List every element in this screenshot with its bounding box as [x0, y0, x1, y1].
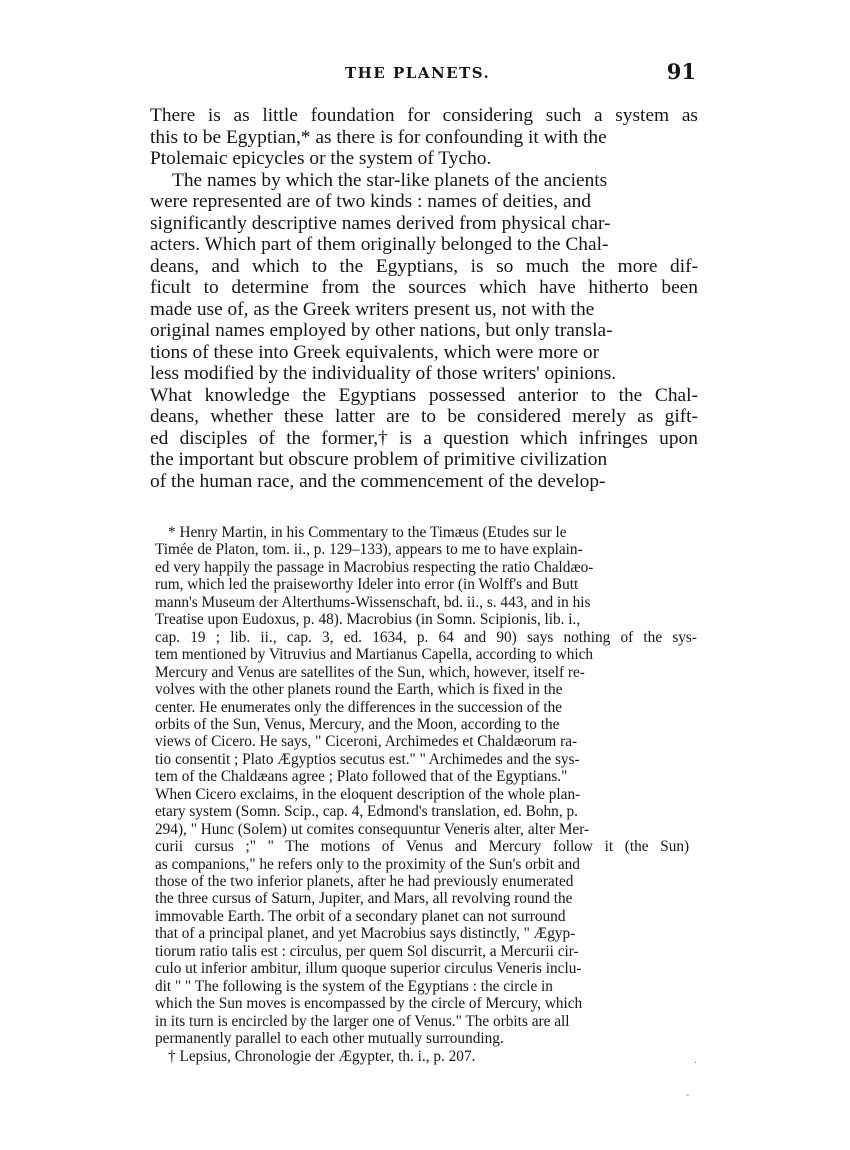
- footnote-line: Timée de Platon, tom. ii., p. 129–133), appears to me to have explain-: [155, 541, 583, 559]
- footnote-line: views of Cicero. He says, " Ciceroni, Archimedes et Chaldæorum ra-: [155, 733, 578, 751]
- footnote-line: tio consentit ; Plato Ægyptios secutus est." " Archimedes and the sys-: [155, 750, 580, 768]
- body-text-line: were represented are of two kinds : names of deities, and: [150, 191, 591, 212]
- footnote-line: Mercury and Venus are satellites of the Sun, which, however, itself re-: [155, 663, 585, 681]
- footnote-line: tem of the Chaldæans agree ; Plato followed that of the Egyptians.": [155, 768, 568, 786]
- footnote-line: that of a principal planet, and yet Macrobius says distinctly, " Ægyp-: [155, 925, 576, 943]
- footnote-line: † Lepsius, Chronologie der Ægypter, th. i., p. 207.: [168, 1047, 476, 1065]
- margin-mark: -: [686, 1090, 690, 1101]
- page-number: 91: [666, 59, 696, 84]
- margin-mark: ·: [694, 1058, 698, 1069]
- footnote-line: mann's Museum der Alterthums-Wissenschaft, bd. ii., s. 443, and in his: [155, 593, 591, 611]
- footnote-line: dit " " The following is the system of the Egyptians : the circle in: [155, 977, 553, 995]
- footnote-line: tem mentioned by Vitruvius and Martianus Capella, according to which: [155, 646, 594, 664]
- footnote-line: cap. 19 ; lib. ii., cap. 3, ed. 1634, p. 64 and 90) says nothing of the sys-: [155, 628, 697, 646]
- footnote-line: tiorum ratio talis est : circulus, per quem Sol discurrit, a Mercurii cir-: [155, 942, 579, 960]
- footnote-line: those of the two inferior planets, after he had previously enumerated: [155, 873, 574, 890]
- footnote-line: curii cursus ;" " The motions of Venus and Mercury follow it (the Sun): [155, 838, 690, 856]
- body-text-line: significantly descriptive names derived from physical char-: [150, 212, 611, 234]
- footnote-line: ed very happily the passage in Macrobius respecting the ratio Chaldæo-: [155, 558, 594, 576]
- body-text-line: acters. Which part of them originally belonged to the Chal-: [150, 234, 609, 255]
- page-header: [150, 59, 700, 88]
- body-text-line: less modified by the individuality of those writers' opinions.: [150, 363, 617, 384]
- footnote-line: * Henry Martin, in his Commentary to the Timæus (Etudes sur le: [168, 524, 567, 541]
- footnote-line: immovable Earth. The orbit of a secondary planet can not surround: [155, 907, 566, 925]
- body-text-line: original names employed by other nations, but only transla-: [150, 320, 613, 341]
- body-text-line: deans, and which to the Egyptians, is so much the more dif-: [150, 255, 699, 277]
- body-text-line: made use of, as the Greek writers present us, not with the: [150, 298, 595, 320]
- body-text-line: ed disciples of the former,† is a question which infringes upon: [150, 427, 698, 449]
- body-text-line: this to be Egyptian,* as there is for confounding it with the: [150, 126, 607, 148]
- running-title: THE PLANETS.: [345, 64, 491, 82]
- body-text-line: ficult to determine from the sources which have hitherto been: [150, 277, 698, 298]
- footnote-line: When Cicero exclaims, in the eloquent description of the whole plan-: [155, 785, 581, 803]
- body-text-line: What knowledge the Egyptians possessed anterior to the Chal-: [150, 384, 698, 406]
- footnote-line: volves with the other planets round the Earth, which is fixed in the: [155, 681, 563, 699]
- footnote-line: in its turn is encircled by the larger one of Venus." The orbits are all: [155, 1012, 570, 1030]
- body-text-line: There is as little foundation for considering such a system as: [150, 105, 698, 126]
- footnote-line: center. He enumerates only the differences in the succession of the: [155, 698, 563, 716]
- body-text-line: Ptolemaic epicycles or the system of Tycho.: [150, 148, 492, 169]
- footnote-line: Treatise upon Eudoxus, p. 48). Macrobius (in Somn. Scipionis, lib. i.,: [155, 611, 581, 629]
- footnote-line: 294), " Hunc (Solem) ut comites consequuntur Veneris alter, alter Mer-: [155, 820, 590, 838]
- footnote-line: orbits of the Sun, Venus, Mercury, and the Moon, according to the: [155, 715, 560, 733]
- body-text-line: the important but obscure problem of primitive civilization: [150, 449, 608, 470]
- footnote-line: etary system (Somn. Scip., cap. 4, Edmond's translation, ed. Bohn, p.: [155, 803, 578, 821]
- body-text-line: of the human race, and the commencement of the develop-: [150, 470, 606, 492]
- footnote-line: culo ut inferior ambitur, illum quoque superior circulus Veneris inclu-: [155, 960, 582, 978]
- footnote-line: which the Sun moves is encompassed by the circle of Mercury, which: [155, 995, 583, 1013]
- body-text-line: deans, whether these latter are to be considered merely as gift-: [150, 406, 699, 427]
- footnote-line: rum, which led the praiseworthy Ideler into error (in Wolff's and Butt: [155, 576, 579, 594]
- footnote-line: permanently parallel to each other mutually surrounding.: [155, 1030, 504, 1048]
- footnote-line: as companions," he refers only to the proximity of the Sun's orbit and: [155, 855, 580, 873]
- body-text-line: tions of these into Greek equivalents, which were more or: [150, 341, 600, 363]
- body-text-line: The names by which the star-like planets of the ancients: [172, 169, 608, 191]
- footnote-line: the three cursus of Saturn, Jupiter, and Mars, all revolving round the: [155, 890, 573, 908]
